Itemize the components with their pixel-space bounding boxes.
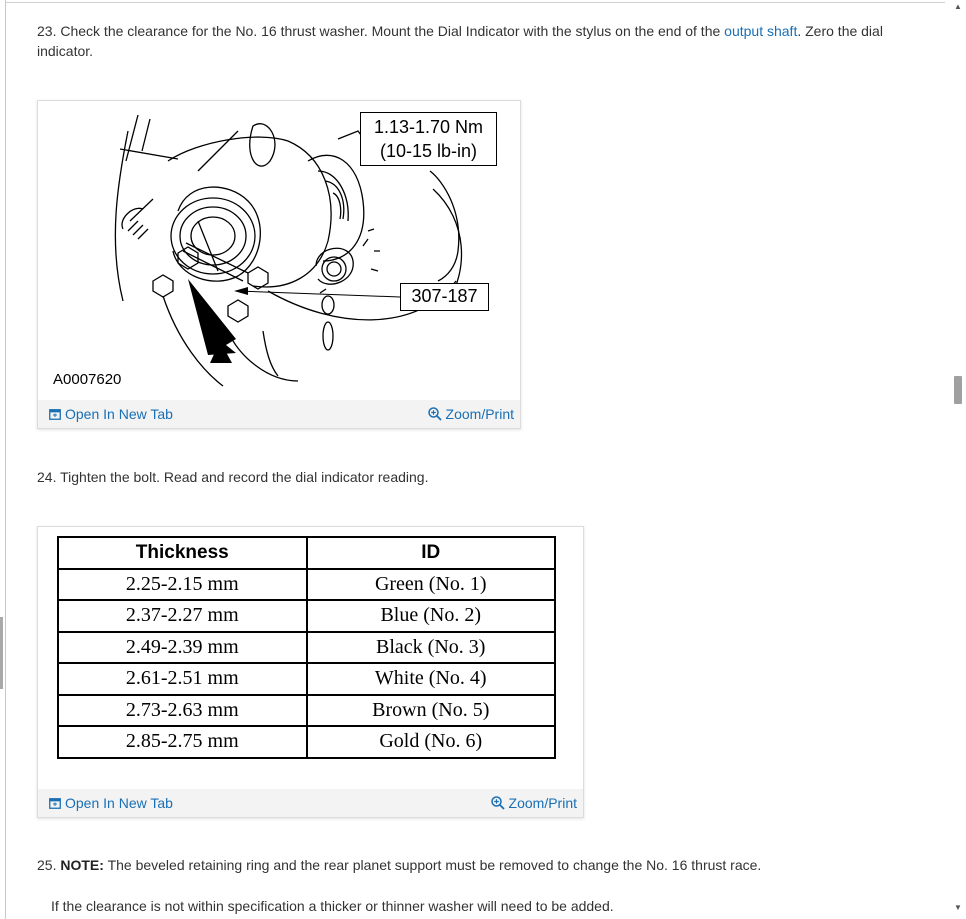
- table-row: [58, 726, 555, 758]
- table-row: [58, 663, 555, 695]
- thickness-cell: 2.73-2.63 mm: [58, 695, 307, 727]
- zoom-print-link[interactable]: [491, 794, 577, 812]
- torque-lbin-label: (10-15 lb-in): [379, 141, 478, 161]
- zoom-print-label: Zoom/Print: [508, 795, 577, 811]
- thickness-cell: 2.25-2.15 mm: [58, 569, 307, 601]
- table-row: [58, 569, 555, 601]
- torque-callout: [360, 112, 497, 166]
- vertical-scrollbar[interactable]: [949, 0, 966, 919]
- thickness-cell: 2.85-2.75 mm: [58, 726, 307, 758]
- torque-nm-label: 1.13-1.70 Nm: [373, 117, 484, 137]
- note-label: NOTE:: [60, 857, 104, 873]
- page-top-border: [5, 2, 945, 3]
- id-cell: Black (No. 3): [307, 632, 556, 664]
- zoom-icon: [491, 796, 505, 810]
- open-in-new-tab-label: Open In New Tab: [65, 795, 173, 811]
- figure-footer: [38, 789, 583, 817]
- note-text: The beveled retaining ring and the rear planet support must be removed to change the No. 16 thrust race.: [107, 857, 762, 873]
- header-id: ID: [307, 537, 556, 569]
- scroll-down-arrow-icon[interactable]: ▼: [954, 903, 962, 912]
- id-cell: White (No. 4): [307, 663, 556, 695]
- thickness-cell: 2.49-2.39 mm: [58, 632, 307, 664]
- open-in-new-tab-link[interactable]: [49, 794, 173, 812]
- id-cell: Gold (No. 6): [307, 726, 556, 758]
- page-left-border: [5, 0, 6, 919]
- zoom-print-link[interactable]: [428, 405, 514, 423]
- tool-number-callout: 307-187: [400, 283, 489, 311]
- step-25-number: 25.: [37, 857, 57, 873]
- thickness-cell: 2.61-2.51 mm: [58, 663, 307, 695]
- step-25-text: [37, 855, 761, 875]
- step-23-text: [37, 21, 907, 61]
- left-edge-marker: [0, 617, 3, 689]
- open-tab-icon: [49, 409, 61, 420]
- zoom-print-label: Zoom/Print: [445, 406, 514, 422]
- table-row: [58, 600, 555, 632]
- scroll-up-arrow-icon[interactable]: ▲: [954, 2, 962, 11]
- output-shaft-link[interactable]: output shaft: [724, 23, 798, 39]
- step-23-text-start: 23. Check the clearance for the No. 16 thrust washer. Mount the Dial Indicator with the stylus on the end of the: [37, 23, 725, 39]
- step-23-text-end: . Zero the dial indicator.: [37, 23, 883, 59]
- id-cell: Green (No. 1): [307, 569, 556, 601]
- thrust-washer-spec-table: [57, 536, 556, 759]
- scrollbar-thumb[interactable]: [954, 376, 962, 404]
- id-cell: Blue (No. 2): [307, 600, 556, 632]
- figure-code: A0007620: [53, 371, 122, 388]
- table-header-row: [58, 537, 555, 569]
- zoom-icon: [428, 407, 442, 421]
- open-tab-icon: [49, 798, 61, 809]
- table-row: [58, 632, 555, 664]
- open-in-new-tab-link[interactable]: [49, 405, 173, 423]
- figure-dial-indicator: [37, 100, 521, 429]
- step-25-followup: If the clearance is not within specification a thicker or thinner washer will need to be added.: [51, 898, 614, 914]
- thickness-cell: 2.37-2.27 mm: [58, 600, 307, 632]
- open-in-new-tab-label: Open In New Tab: [65, 406, 173, 422]
- figure-thrust-washer-table: [37, 526, 584, 818]
- id-cell: Brown (No. 5): [307, 695, 556, 727]
- table-row: [58, 695, 555, 727]
- figure-footer: [38, 400, 520, 428]
- step-24-text: 24. Tighten the bolt. Read and record the dial indicator reading.: [37, 469, 429, 485]
- header-thickness: Thickness: [58, 537, 307, 569]
